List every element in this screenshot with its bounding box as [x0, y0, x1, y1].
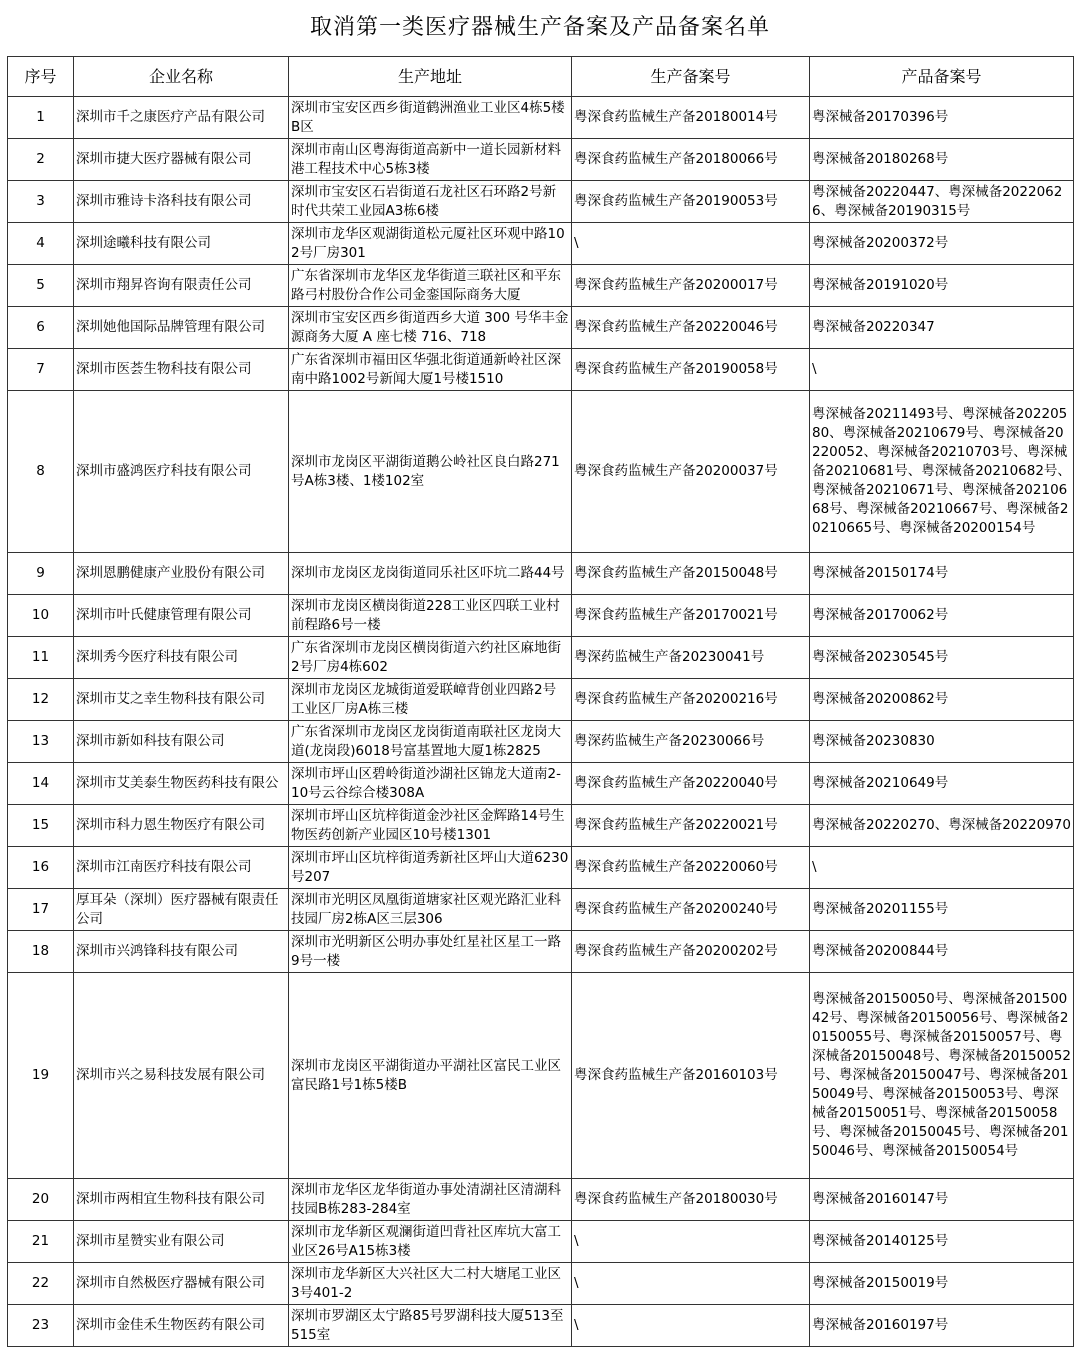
cell-no-text: 14	[31, 775, 50, 791]
cell-address	[289, 721, 572, 763]
cell-company-name	[74, 889, 289, 931]
cell-company-name-text: 深圳市兴鸿锋科技有限公司	[76, 943, 238, 959]
cell-no	[8, 307, 74, 349]
cell-no-text: 7	[36, 361, 45, 377]
cell-production-reg-text: 粤深食药监械生产备20220046号	[574, 319, 778, 335]
cell-address-text: 深圳市龙华区观湖街道松元厦社区环观中路102号厂房301	[291, 225, 565, 261]
cell-company-name-text: 深圳市翔昇咨询有限责任公司	[76, 277, 252, 293]
cell-address	[289, 973, 572, 1179]
table-row	[8, 595, 1074, 637]
cell-no-text: 18	[31, 943, 50, 959]
cell-address	[289, 931, 572, 973]
cell-no-text: 21	[31, 1233, 50, 1249]
cell-product-reg	[810, 1221, 1074, 1263]
cell-company-name-text: 深圳她他国际品牌管理有限公司	[76, 319, 265, 335]
cell-address	[289, 595, 572, 637]
cell-production-reg	[572, 553, 810, 595]
cell-no	[8, 1221, 74, 1263]
cell-product-reg-text: 粤深械备20160197号	[812, 1317, 949, 1333]
cell-no	[8, 391, 74, 553]
table-row	[8, 805, 1074, 847]
cell-no	[8, 553, 74, 595]
cell-company-name-text: 深圳市艾之幸生物科技有限公司	[76, 691, 265, 707]
cell-product-reg	[810, 391, 1074, 553]
cell-no-text: 1	[36, 109, 45, 125]
cell-production-reg-text: 粤深食药监械生产备20180014号	[574, 109, 778, 125]
cell-product-reg-text: 粤深械备20220447、粤深械备20220626、粤深械备20190315号	[812, 183, 1063, 219]
cell-no-text: 17	[31, 901, 50, 917]
cell-company-name-text: 深圳市艾美泰生物医药科技有限公	[76, 775, 279, 791]
table-row	[8, 181, 1074, 223]
cell-production-reg	[572, 139, 810, 181]
cell-production-reg	[572, 97, 810, 139]
page-title: 取消第一类医疗器械生产备案及产品备案名单	[309, 15, 770, 40]
table-row	[8, 1263, 1074, 1305]
cell-company-name-text: 深圳市盛鸿医疗科技有限公司	[76, 463, 252, 479]
cell-product-reg	[810, 1305, 1074, 1347]
cell-company-name	[74, 97, 289, 139]
cell-address-text: 深圳市坪山区坑梓街道秀新社区坪山大道6230号207	[291, 849, 569, 885]
cell-no	[8, 931, 74, 973]
cell-no-text: 16	[31, 859, 50, 875]
cell-no-text: 20	[31, 1191, 50, 1207]
cell-address	[289, 637, 572, 679]
cell-product-reg	[810, 181, 1074, 223]
cell-no	[8, 349, 74, 391]
cell-no	[8, 721, 74, 763]
table-row	[8, 265, 1074, 307]
cell-company-name	[74, 265, 289, 307]
cell-no	[8, 679, 74, 721]
table-row	[8, 1179, 1074, 1221]
record-table	[7, 56, 1074, 1347]
cell-address-text: 深圳市龙岗区平湖街道鹅公岭社区良白路271号A栋3楼、1楼102室	[291, 453, 560, 489]
cell-production-reg-text: \	[574, 1317, 579, 1333]
cell-company-name-text: 深圳市雅诗卡洛科技有限公司	[76, 193, 252, 209]
cell-production-reg	[572, 1305, 810, 1347]
cell-company-name-text: 深圳市兴之易科技发展有限公司	[76, 1067, 265, 1083]
cell-production-reg-text: 粤深食药监械生产备20180030号	[574, 1191, 778, 1207]
cell-production-reg-text: 粤深药监械生产备20230066号	[574, 733, 765, 749]
cell-production-reg	[572, 721, 810, 763]
cell-no	[8, 139, 74, 181]
cell-address-text: 深圳市龙岗区龙岗街道同乐社区吓坑二路44号	[291, 565, 565, 581]
cell-address-text: 广东省深圳市福田区华强北街道通新岭社区深南中路1002号新闻大厦1号楼1510	[291, 351, 561, 387]
cell-no-text: 22	[31, 1275, 50, 1291]
cell-product-reg	[810, 847, 1074, 889]
cell-no	[8, 805, 74, 847]
cell-product-reg	[810, 637, 1074, 679]
cell-company-name-text: 深圳市千之康医疗产品有限公司	[76, 109, 265, 125]
cell-product-reg	[810, 679, 1074, 721]
cell-company-name-text: 深圳市叶氏健康管理有限公司	[76, 607, 252, 623]
cell-address	[289, 391, 572, 553]
cell-production-reg-text: 粤深食药监械生产备20190053号	[574, 193, 778, 209]
cell-product-reg-text: 粤深械备20200862号	[812, 691, 949, 707]
cell-no-text: 3	[36, 193, 45, 209]
cell-product-reg-text: 粤深械备20160147号	[812, 1191, 949, 1207]
cell-address-text: 深圳市龙华新区观澜街道凹背社区库坑大富工业区26号A15栋3楼	[291, 1223, 561, 1259]
cell-production-reg	[572, 349, 810, 391]
cell-no-text: 9	[36, 565, 45, 581]
cell-production-reg-text: 粤深食药监械生产备20220040号	[574, 775, 778, 791]
cell-company-name	[74, 763, 289, 805]
cell-address-text: 深圳市坪山区碧岭街道沙湖社区锦龙大道南2-10号云谷综合楼308A	[291, 765, 561, 801]
cell-address	[289, 265, 572, 307]
cell-product-reg-text: 粤深械备20200844号	[812, 943, 949, 959]
table-row	[8, 637, 1074, 679]
cell-no-text: 6	[36, 319, 45, 335]
cell-production-reg-text: 粤深食药监械生产备20200202号	[574, 943, 778, 959]
cell-product-reg	[810, 97, 1074, 139]
cell-production-reg-text: 粤深食药监械生产备20200037号	[574, 463, 778, 479]
cell-no-text: 2	[36, 151, 45, 167]
cell-production-reg	[572, 181, 810, 223]
table-row	[8, 679, 1074, 721]
cell-production-reg	[572, 889, 810, 931]
header-production-reg: 生产备案号	[572, 57, 810, 97]
cell-address-text: 深圳市光明区凤凰街道塘家社区观光路汇业科技园厂房2栋A区三层306	[291, 891, 561, 927]
cell-address-text: 深圳市南山区粤海街道高新中一道长园新材料港工程技术中心5栋3楼	[291, 141, 561, 177]
cell-company-name	[74, 1221, 289, 1263]
cell-product-reg	[810, 553, 1074, 595]
cell-production-reg	[572, 847, 810, 889]
cell-address	[289, 307, 572, 349]
cell-company-name-text: 深圳市捷大医疗器械有限公司	[76, 151, 252, 167]
cell-no	[8, 265, 74, 307]
cell-address-text: 深圳市龙华区龙华街道办事处清湖社区清湖科技园B栋283-284室	[291, 1181, 561, 1217]
cell-company-name-text: 深圳途曦科技有限公司	[76, 235, 211, 251]
cell-address-text: 深圳市龙岗区龙城街道爱联嶂背创业四路2号工业区厂房A栋三楼	[291, 681, 557, 717]
table-row	[8, 349, 1074, 391]
cell-address-text: 广东省深圳市龙岗区龙岗街道南联社区龙岗大道(龙岗段)6018号富基置地大厦1栋2825	[291, 723, 561, 759]
cell-production-reg-text: 粤深食药监械生产备20200240号	[574, 901, 778, 917]
cell-company-name	[74, 973, 289, 1179]
cell-product-reg	[810, 721, 1074, 763]
cell-product-reg-text: 粤深械备20140125号	[812, 1233, 949, 1249]
cell-address	[289, 181, 572, 223]
cell-company-name-text: 深圳秀今医疗科技有限公司	[76, 649, 238, 665]
header-no: 序号	[8, 57, 74, 97]
cell-no	[8, 595, 74, 637]
cell-address	[289, 1305, 572, 1347]
cell-product-reg	[810, 139, 1074, 181]
cell-address	[289, 139, 572, 181]
cell-production-reg-text: 粤深食药监械生产备20200017号	[574, 277, 778, 293]
cell-production-reg	[572, 1263, 810, 1305]
table-row	[8, 223, 1074, 265]
cell-address	[289, 679, 572, 721]
cell-no	[8, 763, 74, 805]
cell-production-reg-text: 粤深食药监械生产备20170021号	[574, 607, 778, 623]
cell-production-reg-text: 粤深食药监械生产备20180066号	[574, 151, 778, 167]
cell-address	[289, 1179, 572, 1221]
cell-company-name-text: 深圳市科力恩生物医疗有限公司	[76, 817, 265, 833]
cell-product-reg	[810, 805, 1074, 847]
table-row	[8, 97, 1074, 139]
cell-no-text: 15	[31, 817, 50, 833]
cell-product-reg	[810, 1179, 1074, 1221]
cell-no-text: 8	[36, 463, 45, 479]
cell-no	[8, 847, 74, 889]
cell-address-text: 深圳市龙岗区横岗街道228工业区四联工业村前程路6号一楼	[291, 597, 560, 633]
cell-address	[289, 847, 572, 889]
cell-company-name	[74, 637, 289, 679]
header-address: 生产地址	[289, 57, 572, 97]
cell-address	[289, 1263, 572, 1305]
cell-no	[8, 1305, 74, 1347]
cell-no-text: 4	[36, 235, 45, 251]
cell-production-reg-text: \	[574, 235, 579, 251]
cell-product-reg	[810, 931, 1074, 973]
cell-no-text: 19	[31, 1067, 50, 1083]
cell-product-reg	[810, 223, 1074, 265]
table-row	[8, 973, 1074, 1179]
cell-production-reg	[572, 805, 810, 847]
cell-address-text: 深圳市宝安区西乡街道西乡大道 300 号华丰金源商务大厦 A 座七楼 716、718	[291, 309, 569, 345]
cell-company-name	[74, 349, 289, 391]
cell-address-text: 广东省深圳市龙岗区横岗街道六约社区麻地街2号厂房4栋602	[291, 639, 561, 675]
table-row	[8, 553, 1074, 595]
cell-company-name-text: 深圳市医荟生物科技有限公司	[76, 361, 252, 377]
cell-product-reg-text: \	[812, 361, 817, 377]
cell-company-name	[74, 847, 289, 889]
cell-product-reg-text: 粤深械备20170062号	[812, 607, 949, 623]
cell-product-reg-text: 粤深械备20220270、粤深械备20220970	[812, 817, 1071, 833]
cell-company-name	[74, 1263, 289, 1305]
table-row	[8, 721, 1074, 763]
cell-production-reg-text: 粤深食药监械生产备20200216号	[574, 691, 778, 707]
cell-address	[289, 349, 572, 391]
cell-company-name-text: 深圳市两相宜生物科技有限公司	[76, 1191, 265, 1207]
cell-address	[289, 805, 572, 847]
cell-company-name-text: 深圳市新如科技有限公司	[76, 733, 225, 749]
cell-address	[289, 553, 572, 595]
cell-production-reg	[572, 973, 810, 1179]
cell-address-text: 深圳市坪山区坑梓街道金沙社区金辉路14号生物医药创新产业园区10号楼1301	[291, 807, 565, 843]
cell-company-name	[74, 307, 289, 349]
cell-product-reg-text: 粤深械备20230545号	[812, 649, 949, 665]
cell-company-name-text: 深圳市江南医疗科技有限公司	[76, 859, 252, 875]
cell-company-name-text: 深圳市星赞实业有限公司	[76, 1233, 225, 1249]
cell-product-reg	[810, 349, 1074, 391]
cell-production-reg	[572, 637, 810, 679]
cell-no-text: 13	[31, 733, 50, 749]
cell-product-reg-text: 粤深械备20150174号	[812, 565, 949, 581]
cell-production-reg	[572, 931, 810, 973]
cell-product-reg-text: 粤深械备20211493号、粤深械备20220580、粤深械备20210679号、粤深械备20220052、粤深械备20210703号、粤深械备20210681号、粤深械备20210682号、粤深械备20210671号、粤深械备20210668号、粤深械备20210667号、粤深械备20210665号、粤深械备20200154号	[812, 406, 1071, 536]
cell-product-reg-text: 粤深械备20150019号	[812, 1275, 949, 1291]
cell-company-name	[74, 391, 289, 553]
cell-product-reg	[810, 595, 1074, 637]
cell-product-reg-text: 粤深械备20180268号	[812, 151, 949, 167]
cell-company-name	[74, 1305, 289, 1347]
cell-no	[8, 1179, 74, 1221]
cell-no-text: 5	[36, 277, 45, 293]
cell-production-reg-text: 粤深食药监械生产备20190058号	[574, 361, 778, 377]
cell-address-text: 深圳市光明新区公明办事处红星社区星工一路9号一楼	[291, 933, 561, 969]
cell-production-reg-text: 粤深药监械生产备20230041号	[574, 649, 765, 665]
cell-company-name	[74, 181, 289, 223]
cell-company-name-text: 深圳恩鹏健康产业股份有限公司	[76, 565, 265, 581]
table-row	[8, 307, 1074, 349]
cell-no-text: 11	[31, 649, 50, 665]
cell-no	[8, 889, 74, 931]
cell-no	[8, 637, 74, 679]
cell-no	[8, 181, 74, 223]
cell-company-name	[74, 679, 289, 721]
cell-production-reg	[572, 763, 810, 805]
table-row	[8, 763, 1074, 805]
cell-production-reg-text: 粤深食药监械生产备20220021号	[574, 817, 778, 833]
cell-no	[8, 1263, 74, 1305]
cell-address	[289, 889, 572, 931]
cell-address	[289, 97, 572, 139]
cell-production-reg	[572, 223, 810, 265]
cell-address-text: 深圳市龙华新区大兴社区大二村大塘尾工业区3号401-2	[291, 1265, 561, 1301]
cell-product-reg-text: 粤深械备20200372号	[812, 235, 949, 251]
cell-product-reg	[810, 265, 1074, 307]
cell-company-name	[74, 721, 289, 763]
cell-production-reg-text: 粤深食药监械生产备20150048号	[574, 565, 778, 581]
cell-product-reg-text: 粤深械备20191020号	[812, 277, 949, 293]
table-row	[8, 889, 1074, 931]
cell-product-reg	[810, 973, 1074, 1179]
cell-company-name	[74, 805, 289, 847]
cell-production-reg	[572, 679, 810, 721]
table-row	[8, 1305, 1074, 1347]
cell-production-reg-text: 粤深食药监械生产备20220060号	[574, 859, 778, 875]
cell-company-name	[74, 139, 289, 181]
cell-company-name	[74, 595, 289, 637]
cell-company-name	[74, 553, 289, 595]
cell-production-reg	[572, 1221, 810, 1263]
cell-product-reg	[810, 307, 1074, 349]
cell-no	[8, 973, 74, 1179]
cell-product-reg-text: 粤深械备20170396号	[812, 109, 949, 125]
cell-product-reg-text: 粤深械备20230830	[812, 733, 935, 749]
cell-company-name-text: 深圳市自然极医疗器械有限公司	[76, 1275, 265, 1291]
header-company-name: 企业名称	[74, 57, 289, 97]
table-row	[8, 139, 1074, 181]
cell-product-reg	[810, 763, 1074, 805]
cell-address	[289, 1221, 572, 1263]
cell-company-name	[74, 223, 289, 265]
cell-production-reg-text: \	[574, 1233, 579, 1249]
table-header-row	[8, 57, 1074, 97]
cell-product-reg-text: 粤深械备20201155号	[812, 901, 949, 917]
cell-production-reg	[572, 307, 810, 349]
cell-production-reg	[572, 595, 810, 637]
cell-address-text: 深圳市罗湖区太宁路85号罗湖科技大厦513至515室	[291, 1307, 564, 1343]
table-body	[8, 97, 1074, 1347]
cell-company-name	[74, 931, 289, 973]
cell-product-reg-text: 粤深械备20150050号、粤深械备20150042号、粤深械备20150056号、粤深械备20150055号、粤深械备20150057号、粤深械备20150048号、粤深械备20150052号、粤深械备20150047号、粤深械备20150049号、粤深械备20150053号、粤深械备20150051号、粤深械备20150058号、粤深械备20150045号、粤深械备20150046号、粤深械备20150054号	[812, 991, 1071, 1159]
cell-company-name-text: 厚耳朵（深圳）医疗器械有限责任公司	[76, 891, 279, 927]
cell-product-reg-text: 粤深械备20220347	[812, 319, 935, 335]
cell-no	[8, 97, 74, 139]
cell-product-reg-text: 粤深械备20210649号	[812, 775, 949, 791]
cell-production-reg	[572, 265, 810, 307]
cell-no-text: 23	[31, 1317, 50, 1333]
cell-product-reg-text: \	[812, 859, 817, 875]
cell-no	[8, 223, 74, 265]
table-row	[8, 847, 1074, 889]
cell-no-text: 12	[31, 691, 50, 707]
cell-address-text: 深圳市宝安区石岩街道石龙社区石环路2号新时代共荣工业园A3栋6楼	[291, 183, 557, 219]
cell-production-reg-text: 粤深食药监械生产备20160103号	[574, 1067, 778, 1083]
cell-address	[289, 763, 572, 805]
cell-address	[289, 223, 572, 265]
cell-company-name	[74, 1179, 289, 1221]
cell-production-reg	[572, 391, 810, 553]
table-row	[8, 931, 1074, 973]
table-row	[8, 1221, 1074, 1263]
cell-company-name-text: 深圳市金佳禾生物医药有限公司	[76, 1317, 265, 1333]
cell-product-reg	[810, 1263, 1074, 1305]
cell-address-text: 深圳市宝安区西乡街道鹤洲渔业工业区4栋5楼B区	[291, 99, 565, 135]
cell-no-text: 10	[31, 607, 50, 623]
cell-production-reg-text: \	[574, 1275, 579, 1291]
cell-product-reg	[810, 889, 1074, 931]
header-product-reg: 产品备案号	[810, 57, 1074, 97]
cell-address-text: 广东省深圳市龙华区龙华街道三联社区和平东路弓村股份合作公司金銮国际商务大厦	[291, 267, 561, 303]
cell-production-reg	[572, 1179, 810, 1221]
table-row	[8, 391, 1074, 553]
cell-address-text: 深圳市龙岗区平湖街道办平湖社区富民工业区富民路1号1栋5楼B	[291, 1057, 561, 1093]
